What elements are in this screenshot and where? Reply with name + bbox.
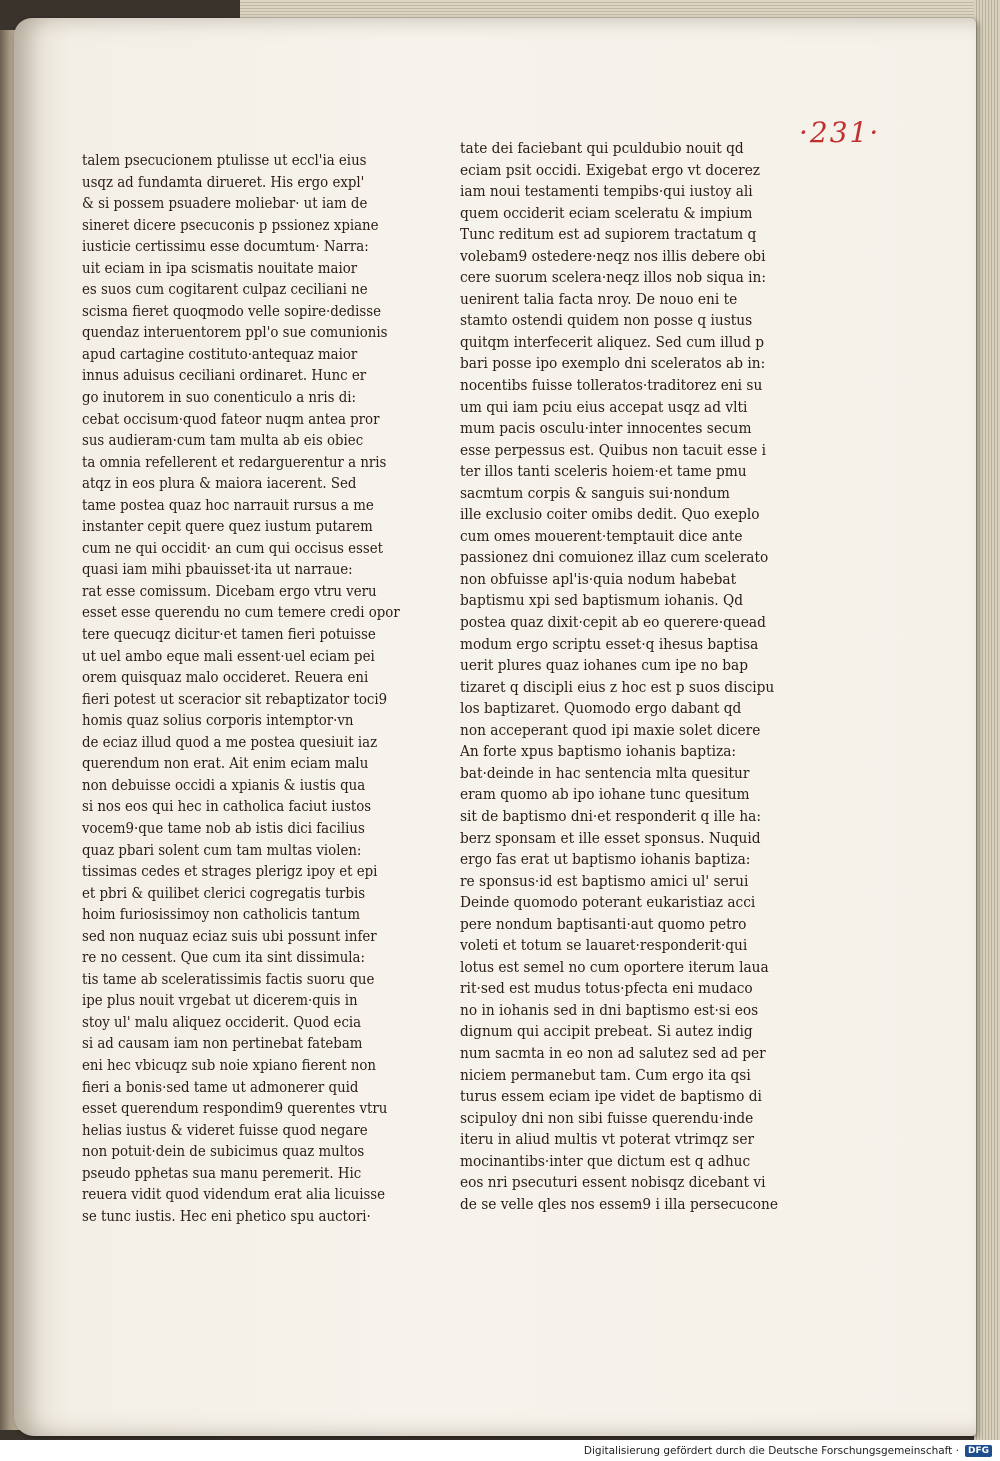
footer-credit: Digitalisierung gefördert durch die Deutsche Forschungsgemeinschaft ·	[583, 1444, 959, 1457]
text-line: scipuloy dni non sibi fuisse querendu·inde	[460, 1109, 754, 1127]
text-line: de eciaz illud quod a me postea quesiuit iaz	[82, 733, 378, 751]
text-line: fieri a bonis·sed tame ut admonerer quid	[82, 1078, 359, 1096]
text-line: non acceperant quod ipi maxie solet dicere	[460, 721, 761, 739]
text-line: re no cessent. Que cum ita sint dissimula:	[82, 949, 365, 967]
text-line: tere quecuqz dicitur·et tamen fieri potuisse	[82, 626, 376, 644]
text-line: iusticie certissimu esse documtum· Narra:	[82, 238, 369, 256]
text-line: fieri potest ut sceracior sit rebaptizator toci9	[82, 690, 388, 708]
text-line: passionez dni comuionez illaz cum scelerato	[460, 549, 769, 567]
text-line: nocentibs fuisse tolleratos·traditorez eni su	[460, 377, 763, 395]
text-line: si ad causam iam non pertinebat fatebam	[82, 1035, 363, 1053]
text-line: cum omes mouerent·temptauit dice ante	[460, 527, 743, 545]
text-line: vocem9·que tame nob ab istis dici facilius	[82, 819, 365, 837]
text-line: cebat occisum·quod fateor nuqm antea pror	[82, 410, 380, 428]
text-line: niciem permanebut tam. Cum ergo ita qsi	[460, 1066, 751, 1084]
text-line: instanter cepit quere quez iustum putarem	[82, 518, 373, 536]
text-line: eciam psit occidi. Exigebat ergo vt docerez	[460, 161, 761, 179]
text-line: scisma fieret quoqmodo velle sopire·dedisse	[82, 302, 382, 320]
text-line: se tunc iustis. Hec eni phetico spu auctori·	[82, 1207, 371, 1225]
text-line: quendaz interuentorem ppl'o sue comunionis	[82, 324, 388, 342]
text-line: eos nri psecuturi essent nobisqz dicebant vi	[460, 1174, 766, 1192]
text-line: uerit plures quaz iohanes cum ipe no bap	[460, 657, 748, 675]
text-line: esset esse querendu no cum temere credi opor	[82, 604, 400, 622]
page-right-edges	[974, 0, 1000, 1440]
text-line: dignum qui accipit prebeat. Si autez indig	[460, 1023, 753, 1041]
text-line: quasi iam mihi pbauisset·ita ut narraue:	[82, 561, 353, 579]
text-line: eram quomo ab ipo iohane tunc quesitum	[460, 786, 750, 804]
text-line: quaz pbari solent cum tam multas violen:	[82, 841, 362, 859]
text-line: uit eciam in ipa scismatis nouitate maior	[82, 259, 358, 277]
text-line: re sponsus·id est baptismo amici ul' serui	[460, 872, 749, 890]
text-line: stoy ul' malu aliquez occiderit. Quod ecia	[82, 1013, 362, 1031]
text-line: non debuisse occidi a xpianis & iustis qua	[82, 776, 366, 794]
text-line: querendum non erat. Ait enim eciam malu	[82, 755, 369, 773]
text-line: volebam9 ostedere·neqz nos illis debere obi	[460, 247, 766, 265]
text-line: Tunc reditum est ad supiorem tractatum q	[460, 226, 757, 244]
text-line: stamto ostendi quidem non posse q iustus	[460, 312, 753, 330]
text-line: no in iohanis sed in dni baptismo est·si eos	[460, 1001, 759, 1019]
text-line: tame postea quaz hoc narrauit rursus a me	[82, 496, 374, 514]
text-line: orem quisquaz malo occideret. Reuera eni	[82, 669, 369, 687]
text-line: rat esse comissum. Dicebam ergo vtru veru	[82, 582, 377, 600]
text-line: & si possem psuadere moliebar· ut iam de	[82, 195, 368, 213]
text-line: hoim furiosissimoy non catholicis tantum	[82, 906, 361, 924]
text-line: cere suorum scelera·neqz illos nob siqua in:	[460, 269, 767, 287]
text-line: ta omnia refellerent et redarguerentur a nris	[82, 453, 387, 471]
text-line: talem psecucionem ptulisse ut eccl'ia eius	[82, 152, 367, 169]
text-line: turus essem eciam ipe videt de baptismo di	[460, 1088, 762, 1106]
text-line: homis quaz solius corporis intemptor·vn	[82, 712, 354, 730]
text-line: atqz in eos plura & maiora iacerent. Sed	[82, 475, 357, 493]
text-line: iam noui testamenti tempibs·qui iustoy ali	[460, 183, 753, 201]
text-line: innus aduisus ceciliani ordinaret. Hunc er	[82, 367, 367, 385]
text-line: ipe plus nouit vrgebat ut dicerem·quis in	[82, 992, 358, 1010]
text-line: non potuit·dein de subicimus quaz multos	[82, 1143, 365, 1161]
text-line: helias iustus & videret fuisse quod negare	[82, 1121, 368, 1139]
text-line: lotus est semel no cum oportere iterum laua	[460, 958, 769, 976]
text-line: pere nondum baptisanti·aut quomo petro	[460, 915, 747, 933]
dfg-logo: DFG	[965, 1445, 992, 1457]
text-line: modum ergo scriptu esset·q ihesus baptisa	[460, 635, 759, 653]
text-line: quitqm interfecerit aliquez. Sed cum illud p	[460, 333, 765, 351]
left-text-column	[82, 150, 400, 1227]
text-line: tis tame ab sceleratissimis factis suoru que	[82, 970, 375, 988]
text-line: apud cartagine costituto·antequaz maior	[82, 345, 358, 363]
text-line: pseudo pphetas sua manu peremerit. Hic	[82, 1164, 362, 1182]
text-line: los baptizaret. Quomodo ergo dabant qd	[460, 700, 742, 718]
text-line: tizaret q discipli eius z hoc est p suos discipu	[460, 678, 775, 696]
text-line: sineret dicere psecuconis p pssionez xpiane	[82, 216, 379, 234]
text-line: Deinde quomodo poterant eukaristiaz acci	[460, 894, 756, 912]
right-text-column	[460, 138, 778, 1215]
text-line: voleti et totum se lauaret·responderit·qui	[460, 937, 748, 955]
text-line: cum ne qui occidit· an cum qui occisus esset	[82, 539, 383, 557]
text-line: esse perpessus est. Quibus non tacuit esse i	[460, 441, 767, 459]
text-line: num sacmta in eo non ad salutez sed ad per	[460, 1044, 766, 1062]
text-line: mum pacis osculu·inter innocentes secum	[460, 420, 752, 438]
text-line: ut uel ambo eque mali essent·uel eciam pei	[82, 647, 375, 665]
text-line: postea quaz dixit·cepit ab eo querere·quead	[460, 614, 766, 632]
text-line: sit de baptismo dni·et responderit q ille ha:	[460, 807, 761, 825]
text-line: bat·deinde in hac sentencia mlta quesitur	[460, 764, 750, 782]
text-line: eni hec vbicuqz sub noie xpiano fierent non	[82, 1056, 377, 1074]
text-line: de se velle qles nos essem9 i illa persecucone	[460, 1195, 778, 1213]
text-line: bari posse ipo exemplo dni sceleratos ab in:	[460, 355, 766, 373]
text-line: sus audieram·cum tam multa ab eis obiec	[82, 432, 364, 450]
text-line: iteru in aliud multis vt poterat vtrimqz ser	[460, 1131, 755, 1149]
text-line: go inutorem in suo conenticulo a nris di:	[82, 389, 357, 407]
text-line: ter illos tanti sceleris hoiem·et tame pmu	[460, 463, 747, 481]
text-line: ergo fas erat ut baptismo iohanis baptiza:	[460, 851, 751, 869]
text-line: esset querendum respondim9 querentes vtru	[82, 1100, 388, 1118]
text-line: sed non nuquaz eciaz suis ubi possunt infer	[82, 927, 377, 945]
text-line: tate dei faciebant qui pculdubio nouit qd	[460, 140, 744, 157]
text-line: usqz ad fundamta dirueret. His ergo expl'	[82, 173, 365, 191]
text-line: es suos cum cogitarent culpaz ceciliani ne	[82, 281, 368, 299]
text-line: ille exclusio coiter omibs dedit. Quo exeplo	[460, 506, 760, 524]
text-line: rit·sed est mudus totus·pfecta eni mudaco	[460, 980, 753, 998]
text-line: reuera vidit quod videndum erat alia licuisse	[82, 1186, 386, 1204]
text-line: quem occiderit eciam sceleratu & impium	[460, 204, 753, 222]
text-line: uenirent talia facta nroy. De nouo eni te	[460, 290, 738, 308]
text-line: sacmtum corpis & sanguis sui·nondum	[460, 484, 730, 502]
text-line: mocinantibs·inter que dictum est q adhuc	[460, 1152, 751, 1170]
text-line: et pbri & quilibet clerici cogregatis turbis	[82, 884, 366, 902]
folio-number: ·231·	[799, 116, 881, 149]
text-line: An forte xpus baptismo iohanis baptiza:	[460, 743, 737, 761]
text-line: berz sponsam et ille esset sponsus. Nuquid	[460, 829, 761, 847]
text-line: si nos eos qui hec in catholica faciut iustos	[82, 798, 372, 816]
footer-bar	[0, 1440, 1000, 1461]
text-line: tissimas cedes et strages plerigz ipoy et epi	[82, 863, 378, 881]
text-line: um qui iam pciu eius accepat usqz ad vlti	[460, 398, 748, 416]
text-line: non obfuisse apl'is·quia nodum habebat	[460, 570, 737, 588]
text-line: baptismu xpi sed baptismum iohanis. Qd	[460, 592, 744, 610]
